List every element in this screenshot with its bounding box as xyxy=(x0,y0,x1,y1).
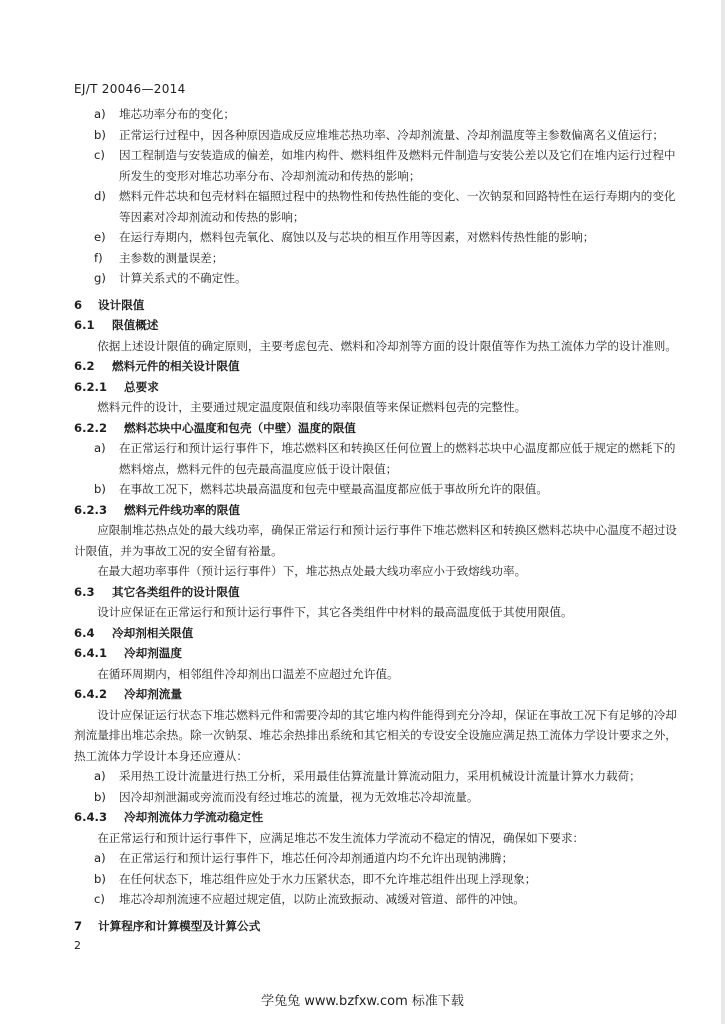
list-label: c) xyxy=(94,892,105,906)
list-label: b) xyxy=(94,482,106,496)
section-number: 6.4.3 xyxy=(74,810,108,824)
section-heading-6-4-3 xyxy=(74,807,686,828)
list-item xyxy=(74,766,686,787)
section-heading-6-3 xyxy=(74,582,686,603)
list-item xyxy=(74,248,686,269)
list-item xyxy=(74,479,686,500)
paragraph: 燃料元件的设计，主要通过规定温度限值和线功率限值等来保证燃料包壳的完整性。 xyxy=(97,400,527,414)
list-label: c) xyxy=(94,148,105,162)
section-heading-6-4-1 xyxy=(74,643,686,664)
section-title: 燃料元件的相关设计限值 xyxy=(112,359,240,373)
list-text: 计算关系式的不确定性。 xyxy=(119,271,247,285)
section-number: 6.4.1 xyxy=(74,646,108,660)
section-heading-7 xyxy=(74,916,686,937)
section-title: 燃料元件线功率的限值 xyxy=(124,502,240,517)
section-number: 6.2.2 xyxy=(74,420,108,435)
list-text: 燃料元件芯块和包壳材料在辐照过程中的热物性和传热性能的变化、一次钠泵和回路特性在运行寿期内的变化等因素对冷却剂流动和传热的影响； xyxy=(119,189,676,224)
section-title: 冷却剂相关限值 xyxy=(112,625,194,640)
list-item xyxy=(74,268,686,289)
list-text: 堆芯功率分布的变化； xyxy=(119,107,235,121)
factor-list xyxy=(74,104,686,289)
list-label: a) xyxy=(94,769,106,783)
section-number: 6 xyxy=(74,297,83,312)
section-number: 6.1 xyxy=(74,318,95,332)
section-number: 6.3 xyxy=(74,584,95,599)
list-label: d) xyxy=(94,189,106,203)
section-number: 6.4 xyxy=(74,625,95,640)
page-number: 2 xyxy=(74,939,81,952)
list-item xyxy=(74,869,686,890)
list-item xyxy=(74,787,686,808)
section-title: 冷却剂温度 xyxy=(124,646,182,660)
list-item xyxy=(74,145,686,186)
paragraph: 设计应保证运行状态下堆芯燃料元件和需要冷却的其它堆内构件能得到充分冷却，保证在事故工况下有足够的冷却剂流量排出堆芯余热。除一次钠泵、堆芯余热排出系统和其它相关的专设安全设施应满足热工流体力学设计要求之外，热工流体力学设计本身还应遵从： xyxy=(74,707,677,763)
section-heading-6-4-2 xyxy=(74,684,686,705)
list-text: 采用热工设计流量进行热工分析，采用最佳估算流量计算流动阻力，采用机械设计流量计算水力载荷； xyxy=(119,769,641,783)
section-heading-6 xyxy=(74,295,686,316)
scan-edge xyxy=(721,0,725,1024)
list-item xyxy=(74,848,686,869)
list-text: 在任何状态下，堆芯组件应处于水力压紧状态，即不允许堆芯组件出现上浮现象； xyxy=(119,871,537,886)
section-heading-6-1 xyxy=(74,315,686,336)
list-item xyxy=(74,125,686,146)
list-label: a) xyxy=(94,441,106,455)
section-title: 限值概述 xyxy=(112,318,159,332)
section-heading-6-2-1 xyxy=(74,377,686,398)
list-text: 在正常运行和预计运行事件下，堆芯任何冷却剂通道内均不允许出现钠沸腾； xyxy=(119,851,514,865)
section-number: 6.4.2 xyxy=(74,687,108,701)
list-label: b) xyxy=(94,871,106,886)
section-heading-6-2-3 xyxy=(74,500,686,521)
list-text: 在事故工况下，燃料芯块最高温度和包壳中壁最高温度都应低于事故所允许的限值。 xyxy=(119,482,548,496)
list-label: b) xyxy=(94,127,106,142)
list-label: e) xyxy=(94,230,106,244)
section-title: 其它各类组件的设计限值 xyxy=(112,584,240,599)
section-heading-6-2 xyxy=(74,356,686,377)
list-text: 因工程制造与安装造成的偏差，如堆内构件、燃料组件及燃料元件制造与安装公差以及它们在堆内运行过程中所发生的变形对堆芯功率分布、冷却剂流动和传热的影响； xyxy=(119,148,676,183)
list-item xyxy=(74,438,686,479)
list-text: 在运行寿期内，燃料包壳氧化、腐蚀以及与芯块的相互作用等因素，对燃料传热性能的影响； xyxy=(119,230,595,244)
section-title: 燃料芯块中心温度和包壳（中壁）温度的限值 xyxy=(124,420,356,435)
list-label: a) xyxy=(94,851,106,865)
paragraph: 在正常运行和预计运行事件下，应满足堆芯不发生流体力学流动不稳定的情况，确保如下要求： xyxy=(97,830,585,845)
section-title: 冷却剂流量 xyxy=(124,687,182,701)
list-text: 堆芯冷却剂流速不应超过规定值，以防止流致振动、减缓对管道、部件的冲蚀。 xyxy=(119,892,525,906)
list-label: g) xyxy=(94,271,106,285)
section-number: 6.2.3 xyxy=(74,502,108,517)
list-text: 在正常运行和预计运行事件下，堆芯燃料区和转换区任何位置上的燃料芯块中心温度都应低于规定的燃耗下的燃料熔点，燃料元件的包壳最高温度应低于设计限值； xyxy=(119,441,676,476)
list-item xyxy=(74,186,686,227)
section-heading-6-4 xyxy=(74,623,686,644)
section-title: 总要求 xyxy=(124,379,159,394)
paragraph: 在最大超功率事件（预计运行事件）下，堆芯热点处最大线功率应小于致熔线功率。 xyxy=(97,564,527,578)
section-title: 设计限值 xyxy=(98,297,145,312)
section-heading-6-2-2 xyxy=(74,418,686,439)
list-text: 因冷却剂泄漏或旁流而没有经过堆芯的流量，视为无效堆芯冷却流量。 xyxy=(119,789,479,804)
list-text: 主参数的测量误差； xyxy=(119,250,224,265)
paragraph: 依据上述设计限值的确定原则，主要考虑包壳、燃料和冷却剂等方面的设计限值等作为热工流体力学的设计准则。 xyxy=(97,338,677,353)
paragraph: 设计应保证在正常运行和预计运行事件下，其它各类组件中材料的最高温度低于其使用限值。 xyxy=(97,605,573,619)
list-label: a) xyxy=(94,107,106,121)
list-item xyxy=(74,104,686,125)
paragraph: 应限制堆芯热点处的最大线功率，确保正常运行和预计运行事件下堆芯燃料区和转换区燃料芯块中心温度不超过设计限值，并为事故工况的安全留有裕量。 xyxy=(74,523,677,558)
section-number: 6.2.1 xyxy=(74,379,108,394)
list-item xyxy=(74,889,686,910)
section-title: 冷却剂流体力学流动稳定性 xyxy=(124,810,264,824)
list-label: b) xyxy=(94,789,106,804)
paragraph: 在循环周期内，相邻组件冷却剂出口温差不应超过允许值。 xyxy=(97,666,399,681)
watermark-text: 学兔兔 www.bzfxw.com 标准下载 xyxy=(261,994,464,1009)
section-title: 计算程序和计算模型及计算公式 xyxy=(98,918,261,933)
list-item xyxy=(74,227,686,248)
document-body xyxy=(74,104,686,936)
section-number: 6.2 xyxy=(74,359,95,373)
list-label: f) xyxy=(94,250,103,265)
section-number: 7 xyxy=(74,918,83,933)
standard-code: EJ/T 20046—2014 xyxy=(74,82,186,96)
list-text: 正常运行过程中，因各种原因造成反应堆堆芯热功率、冷却剂流量、冷却剂温度等主参数偏离名义值运行； xyxy=(119,127,664,142)
